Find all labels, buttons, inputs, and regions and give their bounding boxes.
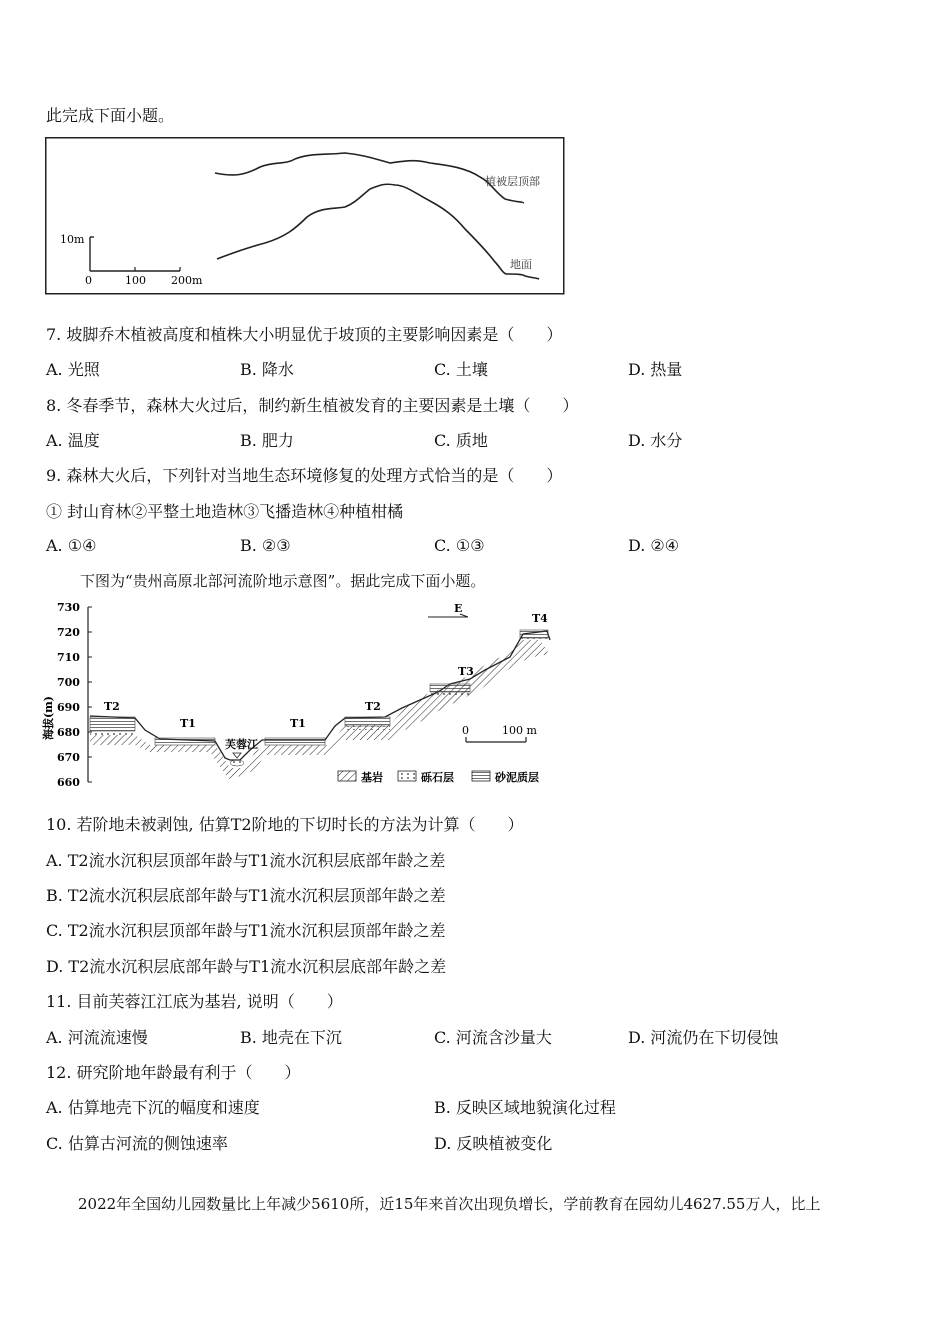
q7-option-c: C. 土壤 [434,360,488,379]
q9-option-a: A. ①④ [46,536,97,555]
q8-option-b: B. 肥力 [240,431,294,450]
q9-stem: 9. 森林大火后，下列针对当地生态环境修复的处理方式恰当的是（ ） [46,466,563,485]
y-tick-660: 660 [57,776,80,789]
q11-stem: 11. 目前芙蓉江江底为基岩, 说明（ ） [46,992,343,1011]
q12-option-b: B. 反映区域地貌演化过程 [434,1098,616,1117]
legend-gravel: 砾石层 [421,771,454,784]
q11-option-b: B. 地壳在下沉 [240,1028,342,1047]
y-tick-700: 700 [57,676,80,689]
q7-stem: 7. 坡脚乔木植被高度和植株大小明显优于坡顶的主要影响因素是（ ） [46,325,563,344]
y-tick-710: 710 [57,651,80,664]
q8-option-a: A. 温度 [46,431,100,450]
q11-option-c: C. 河流含沙量大 [434,1028,552,1047]
intro2-text: 下图为“贵州高原北部河流阶地示意图”。据此完成下面小题。 [80,572,486,590]
q10-stem: 10. 若阶地未被剥蚀, 估算T2阶地的下切时长的方法为计算（ ） [46,815,524,834]
label-vegetation-top: 植被层顶部 [485,175,540,188]
terrace-label-t1-left: T1 [180,717,196,730]
river-label: 芙蓉江 [225,738,258,751]
q12-stem: 12. 研究阶地年龄最有利于（ ） [46,1063,301,1082]
legend-sand-mud: 砂泥质层 [495,771,539,784]
q9-option-c: C. ①③ [434,536,485,555]
y-tick-680: 680 [57,726,80,739]
terrace-label-t1-right: T1 [290,717,306,730]
q12-option-d: D. 反映植被变化 [434,1134,553,1153]
footer-paragraph: 2022年全国幼儿园数量比上年减少5610所，近15年来首次出现负增长，学前教育在园幼儿4627.55万人，比上 [78,1195,821,1213]
scale-200: 200m [171,274,203,287]
q10-option-d: D. T2流水沉积层底部年龄与T1流水沉积层底部年龄之差 [46,957,447,976]
y-tick-730: 730 [57,601,80,614]
y-tick-670: 670 [57,751,80,764]
y-tick-690: 690 [57,701,80,714]
terrace-label-t2-right: T2 [365,700,381,713]
scale-vertical: 10m [60,233,85,246]
direction-label: E [454,602,463,615]
q7-option-a: A. 光照 [46,360,100,379]
q9-options-line: ① 封山育林②平整土地造林③飞播造林④种植柑橘 [46,502,404,521]
y-tick-720: 720 [57,626,80,639]
legend-bedrock: 基岩 [361,771,383,784]
terrace-label-t2-left: T2 [104,700,120,713]
terrace-label-t3: T3 [458,665,474,678]
q8-option-c: C. 质地 [434,431,488,450]
q12-option-a: A. 估算地壳下沉的幅度和速度 [46,1098,260,1117]
q9-option-d: D. ②④ [628,536,680,555]
vegetation-profile-figure [45,137,565,295]
q8-option-d: D. 水分 [628,431,683,450]
label-ground: 地面 [510,258,532,271]
q9-option-b: B. ②③ [240,536,291,555]
scale2-0: 0 [462,724,469,737]
q10-option-c: C. T2流水沉积层顶部年龄与T1流水沉积层顶部年龄之差 [46,921,446,940]
y-axis-label: 海拔(m) [42,695,55,741]
q7-option-b: B. 降水 [240,360,294,379]
scale2-100: 100 m [502,724,537,737]
q12-option-c: C. 估算古河流的侧蚀速率 [46,1134,228,1153]
terrace-label-t4: T4 [532,612,548,625]
scale-100: 100 [125,274,146,287]
intro-text: 此完成下面小题。 [46,106,175,125]
river-terrace-figure [40,600,560,795]
q10-option-a: A. T2流水沉积层顶部年龄与T1流水沉积层底部年龄之差 [46,851,446,870]
q10-option-b: B. T2流水沉积层底部年龄与T1流水沉积层顶部年龄之差 [46,886,446,905]
q8-stem: 8. 冬春季节，森林大火过后，制约新生植被发育的主要因素是土壤（ ） [46,396,579,415]
q7-option-d: D. 热量 [628,360,683,379]
q11-option-d: D. 河流仍在下切侵蚀 [628,1028,779,1047]
scale-0: 0 [85,274,92,287]
q11-option-a: A. 河流流速慢 [46,1028,148,1047]
